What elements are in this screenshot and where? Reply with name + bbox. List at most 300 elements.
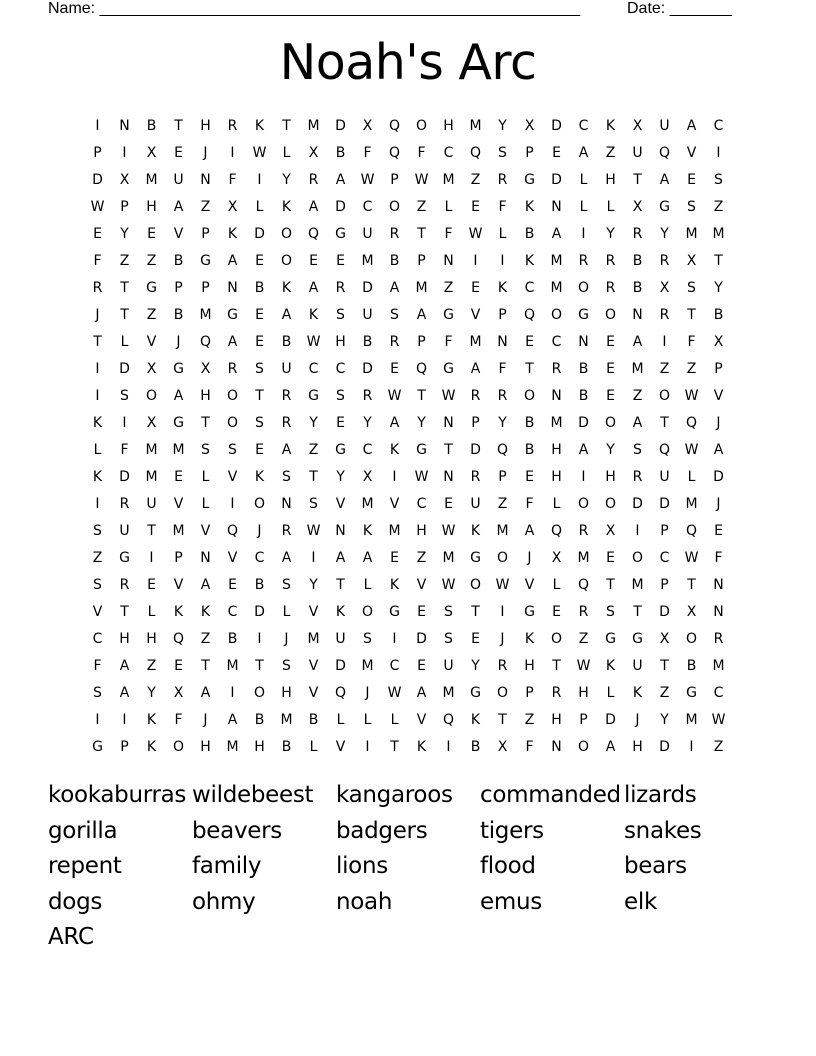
page-title: Noah's Arc: [279, 34, 537, 91]
grid-letter: F: [525, 495, 534, 512]
grid-letter: B: [308, 711, 319, 728]
grid-letter: T: [255, 387, 264, 404]
grid-letter: S: [228, 441, 237, 458]
grid-letter: Y: [363, 414, 372, 431]
word-bank-item: family: [192, 853, 262, 880]
grid-letter: W: [441, 522, 456, 539]
grid-letter: E: [255, 252, 264, 269]
grid-letter: B: [524, 225, 535, 242]
grid-letter: Z: [659, 684, 670, 701]
grid-letter: T: [309, 468, 318, 485]
grid-letter: R: [470, 387, 481, 404]
grid-letter: F: [687, 333, 696, 350]
grid-letter: C: [524, 279, 535, 296]
grid-letter: E: [444, 495, 453, 512]
grid-letter: J: [527, 549, 532, 566]
grid-letter: X: [146, 144, 157, 161]
grid-letter: I: [122, 414, 127, 431]
grid-letter: N: [443, 414, 454, 431]
grid-letter: S: [444, 630, 453, 647]
grid-letter: O: [577, 279, 590, 296]
grid-letter: M: [469, 333, 482, 350]
grid-letter: P: [498, 468, 507, 485]
grid-letter: V: [335, 738, 346, 755]
grid-letter: W: [387, 387, 402, 404]
grid-letter: D: [335, 198, 346, 215]
grid-letter: S: [687, 279, 696, 296]
grid-letter: O: [604, 495, 617, 512]
grid-letter: M: [415, 279, 428, 296]
grid-letter: H: [551, 468, 562, 485]
grid-letter: C: [389, 657, 400, 674]
grid-letter: I: [95, 117, 100, 134]
grid-letter: A: [200, 684, 211, 701]
grid-letter: A: [659, 171, 670, 188]
grid-letter: Y: [417, 414, 426, 431]
grid-letter: V: [308, 603, 319, 620]
grid-letter: R: [659, 252, 670, 269]
grid-letter: C: [227, 603, 238, 620]
grid-letter: B: [470, 738, 481, 755]
grid-letter: E: [417, 603, 426, 620]
grid-letter: M: [685, 711, 698, 728]
grid-letter: A: [632, 333, 643, 350]
grid-letter: G: [605, 630, 616, 647]
grid-letter: K: [281, 279, 292, 296]
grid-letter: E: [174, 657, 183, 674]
grid-letter: S: [633, 441, 642, 458]
grid-letter: Q: [388, 117, 401, 134]
grid-letter: Z: [713, 738, 724, 755]
grid-letter: Z: [713, 198, 724, 215]
grid-letter: E: [147, 225, 156, 242]
word-bank-item: elk: [624, 888, 657, 915]
grid-letter: F: [498, 198, 507, 215]
grid-letter: N: [551, 738, 562, 755]
grid-letter: X: [119, 171, 130, 188]
grid-letter: B: [227, 630, 238, 647]
grid-letter: A: [362, 549, 373, 566]
grid-letter: G: [632, 630, 643, 647]
grid-letter: T: [633, 171, 642, 188]
grid-letter: Q: [172, 630, 185, 647]
grid-letter: D: [659, 738, 670, 755]
grid-letter: G: [416, 441, 427, 458]
grid-letter: C: [92, 630, 103, 647]
grid-letter: U: [281, 360, 292, 377]
grid-letter: O: [604, 414, 617, 431]
grid-letter: G: [308, 387, 319, 404]
grid-letter: C: [254, 549, 265, 566]
grid-letter: B: [146, 117, 157, 134]
grid-letter: Q: [550, 522, 563, 539]
grid-letter: K: [362, 522, 373, 539]
grid-letter: S: [282, 468, 291, 485]
grid-letter: T: [714, 252, 723, 269]
grid-letter: K: [632, 684, 643, 701]
grid-letter: O: [253, 684, 266, 701]
grid-letter: Z: [200, 630, 211, 647]
grid-letter: M: [145, 171, 158, 188]
grid-letter: E: [525, 333, 534, 350]
grid-letter: H: [524, 657, 535, 674]
grid-letter: T: [633, 603, 642, 620]
grid-letter: V: [686, 144, 697, 161]
grid-letter: L: [444, 198, 453, 215]
grid-letter: M: [388, 522, 401, 539]
grid-letter: U: [173, 171, 184, 188]
grid-letter: S: [444, 603, 453, 620]
grid-letter: M: [442, 171, 455, 188]
grid-letter: S: [201, 441, 210, 458]
grid-letter: P: [525, 144, 534, 161]
grid-letter: B: [578, 387, 589, 404]
grid-letter: N: [227, 279, 238, 296]
grid-letter: X: [200, 360, 211, 377]
grid-letter: D: [362, 279, 373, 296]
grid-letter: I: [230, 495, 235, 512]
grid-letter: E: [255, 333, 264, 350]
grid-letter: F: [93, 252, 102, 269]
grid-letter: A: [389, 414, 400, 431]
grid-letter: I: [122, 711, 127, 728]
grid-letter: I: [392, 468, 397, 485]
grid-letter: Y: [309, 576, 318, 593]
grid-letter: M: [469, 117, 482, 134]
grid-letter: P: [120, 198, 129, 215]
grid-letter: T: [525, 360, 534, 377]
grid-letter: A: [470, 360, 481, 377]
grid-letter: I: [257, 171, 262, 188]
grid-letter: M: [577, 549, 590, 566]
grid-letter: H: [281, 684, 292, 701]
grid-letter: Z: [308, 441, 319, 458]
grid-letter: M: [361, 495, 374, 512]
grid-letter: L: [93, 441, 102, 458]
grid-letter: N: [281, 495, 292, 512]
word-bank: [48, 778, 768, 956]
word-bank-item: badgers: [336, 817, 428, 844]
grid-letter: I: [473, 252, 478, 269]
grid-letter: R: [389, 225, 400, 242]
grid-letter: W: [414, 171, 429, 188]
grid-letter: Y: [282, 171, 291, 188]
grid-letter: T: [201, 657, 210, 674]
grid-letter: W: [576, 657, 591, 674]
grid-letter: R: [470, 468, 481, 485]
grid-letter: L: [687, 468, 696, 485]
grid-letter: Q: [658, 144, 671, 161]
grid-letter: B: [524, 414, 535, 431]
grid-letter: T: [147, 522, 156, 539]
grid-letter: L: [120, 333, 129, 350]
grid-letter: D: [605, 711, 616, 728]
grid-letter: K: [254, 468, 265, 485]
grid-letter: B: [578, 360, 589, 377]
grid-letter: A: [308, 198, 319, 215]
grid-letter: V: [713, 387, 724, 404]
grid-letter: W: [711, 711, 726, 728]
grid-letter: Z: [146, 657, 157, 674]
grid-letter: W: [684, 549, 699, 566]
grid-letter: R: [578, 603, 589, 620]
grid-letter: E: [606, 549, 615, 566]
grid-letter: K: [416, 738, 427, 755]
grid-letter: J: [257, 522, 262, 539]
grid-letter: V: [524, 576, 535, 593]
grid-letter: R: [92, 279, 103, 296]
grid-letter: W: [684, 441, 699, 458]
grid-letter: A: [173, 198, 184, 215]
grid-letter: K: [605, 117, 616, 134]
word-bank-item: dogs: [48, 888, 103, 915]
grid-letter: P: [201, 279, 210, 296]
grid-letter: H: [443, 117, 454, 134]
grid-letter: V: [173, 495, 184, 512]
grid-letter: I: [689, 738, 694, 755]
grid-letter: M: [226, 657, 239, 674]
grid-letter: X: [173, 684, 184, 701]
grid-letter: D: [659, 495, 670, 512]
grid-letter: B: [713, 306, 724, 323]
grid-letter: W: [387, 684, 402, 701]
grid-letter: I: [716, 144, 721, 161]
grid-letter: T: [660, 414, 669, 431]
grid-letter: A: [686, 117, 697, 134]
grid-letter: L: [579, 171, 588, 188]
grid-letter: E: [687, 171, 696, 188]
grid-letter: B: [281, 738, 292, 755]
grid-letter: F: [174, 711, 183, 728]
grid-letter: L: [552, 495, 561, 512]
grid-letter: M: [496, 522, 509, 539]
grid-letter: K: [470, 522, 481, 539]
grid-letter: M: [361, 657, 374, 674]
grid-letter: X: [605, 522, 616, 539]
grid-letter: M: [631, 360, 644, 377]
grid-letter: P: [417, 252, 426, 269]
grid-letter: O: [415, 117, 428, 134]
grid-letter: D: [335, 117, 346, 134]
grid-letter: C: [578, 117, 589, 134]
grid-letter: P: [498, 306, 507, 323]
grid-letter: T: [444, 441, 453, 458]
grid-letter: A: [578, 144, 589, 161]
grid-letter: M: [685, 225, 698, 242]
grid-letter: S: [336, 306, 345, 323]
grid-letter: R: [227, 360, 238, 377]
header-line: [48, 0, 768, 19]
grid-letter: R: [605, 252, 616, 269]
grid-letter: Z: [146, 306, 157, 323]
word-bank-item: ohmy: [192, 888, 256, 915]
grid-letter: N: [335, 522, 346, 539]
grid-letter: C: [308, 360, 319, 377]
grid-letter: E: [714, 522, 723, 539]
grid-letter: J: [95, 306, 100, 323]
grid-letter: W: [306, 333, 321, 350]
grid-letter: Y: [120, 225, 129, 242]
word-bank-item: tigers: [480, 817, 544, 844]
grid-letter: E: [606, 360, 615, 377]
grid-letter: G: [119, 549, 130, 566]
grid-letter: A: [335, 171, 346, 188]
grid-letter: J: [716, 495, 721, 512]
grid-letter: R: [281, 522, 292, 539]
grid-letter: R: [389, 333, 400, 350]
word-bank-item: lions: [336, 853, 388, 880]
grid-letter: L: [498, 225, 507, 242]
grid-letter: I: [149, 549, 154, 566]
grid-letter: E: [390, 360, 399, 377]
grid-letter: Z: [416, 198, 427, 215]
word-bank-item: repent: [48, 853, 122, 880]
grid-letter: L: [552, 576, 561, 593]
grid-letter: X: [308, 144, 319, 161]
word-bank-item: kangaroos: [336, 782, 453, 808]
grid-letter: Z: [659, 360, 670, 377]
grid-letter: H: [146, 198, 157, 215]
grid-letter: X: [524, 117, 535, 134]
grid-letter: I: [95, 360, 100, 377]
grid-letter: C: [335, 360, 346, 377]
grid-letter: M: [172, 441, 185, 458]
grid-letter: I: [311, 549, 316, 566]
grid-letter: F: [444, 333, 453, 350]
grid-letter: U: [362, 306, 373, 323]
grid-letter: I: [95, 495, 100, 512]
grid-letter: W: [306, 522, 321, 539]
grid-letter: F: [498, 360, 507, 377]
grid-letter: N: [119, 117, 130, 134]
grid-letter: A: [416, 684, 427, 701]
grid-letter: W: [414, 468, 429, 485]
grid-letter: Q: [415, 360, 428, 377]
grid-letter: A: [578, 441, 589, 458]
grid-letter: T: [120, 279, 129, 296]
grid-letter: N: [578, 333, 589, 350]
grid-letter: J: [203, 711, 208, 728]
grid-letter: K: [281, 198, 292, 215]
grid-letter: X: [497, 738, 508, 755]
grid-letter: E: [255, 441, 264, 458]
grid-letter: A: [551, 225, 562, 242]
grid-letter: O: [388, 198, 401, 215]
grid-letter: W: [468, 225, 483, 242]
grid-letter: Q: [442, 711, 455, 728]
grid-letter: P: [579, 711, 588, 728]
grid-letter: D: [659, 603, 670, 620]
grid-letter: K: [227, 225, 238, 242]
grid-letter: K: [200, 603, 211, 620]
grid-letter: J: [365, 684, 370, 701]
grid-letter: O: [496, 549, 509, 566]
grid-letter: H: [551, 711, 562, 728]
grid-letter: V: [227, 468, 238, 485]
grid-letter: K: [335, 603, 346, 620]
grid-letter: R: [119, 495, 130, 512]
grid-letter: R: [497, 171, 508, 188]
grid-letter: D: [632, 495, 643, 512]
grid-letter: R: [578, 522, 589, 539]
grid-letter: Q: [685, 414, 698, 431]
grid-letter: A: [119, 684, 130, 701]
grid-letter: F: [93, 657, 102, 674]
grid-letter: Q: [199, 333, 212, 350]
grid-letter: V: [470, 306, 481, 323]
grid-letter: X: [632, 117, 643, 134]
grid-letter: G: [443, 360, 454, 377]
grid-letter: P: [417, 333, 426, 350]
grid-letter: Z: [200, 198, 211, 215]
grid-letter: M: [145, 441, 158, 458]
grid-letter: K: [146, 711, 157, 728]
grid-letter: S: [498, 144, 507, 161]
grid-letter: L: [201, 495, 210, 512]
grid-letter: K: [524, 630, 535, 647]
grid-letter: Q: [523, 306, 536, 323]
word-bank-item: ARC: [48, 924, 94, 951]
grid-letter: X: [362, 468, 373, 485]
grid-letter: X: [713, 333, 724, 350]
grid-letter: Z: [146, 252, 157, 269]
grid-letter: Z: [497, 495, 508, 512]
grid-letter: C: [713, 684, 724, 701]
grid-letter: I: [581, 225, 586, 242]
grid-letter: Q: [226, 522, 239, 539]
grid-letter: O: [226, 387, 239, 404]
grid-letter: P: [174, 549, 183, 566]
grid-letter: I: [230, 684, 235, 701]
grid-letter: L: [282, 603, 291, 620]
grid-letter: K: [92, 414, 103, 431]
grid-letter: E: [471, 279, 480, 296]
grid-letter: B: [173, 252, 184, 269]
grid-letter: W: [495, 576, 510, 593]
grid-letter: A: [227, 252, 238, 269]
grid-letter: I: [635, 522, 640, 539]
grid-letter: P: [660, 522, 669, 539]
grid-letter: U: [632, 657, 643, 674]
grid-letter: A: [389, 279, 400, 296]
grid-letter: T: [390, 738, 399, 755]
grid-letter: R: [119, 576, 130, 593]
grid-letter: M: [550, 414, 563, 431]
grid-letter: T: [498, 711, 507, 728]
grid-letter: B: [173, 306, 184, 323]
grid-letter: E: [471, 198, 480, 215]
grid-letter: S: [309, 495, 318, 512]
grid-letter: X: [362, 117, 373, 134]
grid-letter: O: [523, 387, 536, 404]
grid-letter: L: [363, 576, 372, 593]
grid-letter: N: [551, 387, 562, 404]
grid-letter: H: [200, 117, 211, 134]
grid-letter: W: [441, 387, 456, 404]
word-bank-item: commanded: [480, 782, 621, 808]
grid-letter: D: [335, 657, 346, 674]
name-field-label: Name: ______________________________________________________: [48, 0, 581, 17]
grid-letter: E: [228, 576, 237, 593]
grid-letter: D: [551, 171, 562, 188]
grid-letter: H: [146, 630, 157, 647]
grid-letter: X: [659, 279, 670, 296]
grid-letter: L: [282, 144, 291, 161]
grid-letter: T: [336, 576, 345, 593]
grid-letter: R: [281, 414, 292, 431]
grid-letter: V: [416, 711, 427, 728]
grid-letter: V: [308, 657, 319, 674]
